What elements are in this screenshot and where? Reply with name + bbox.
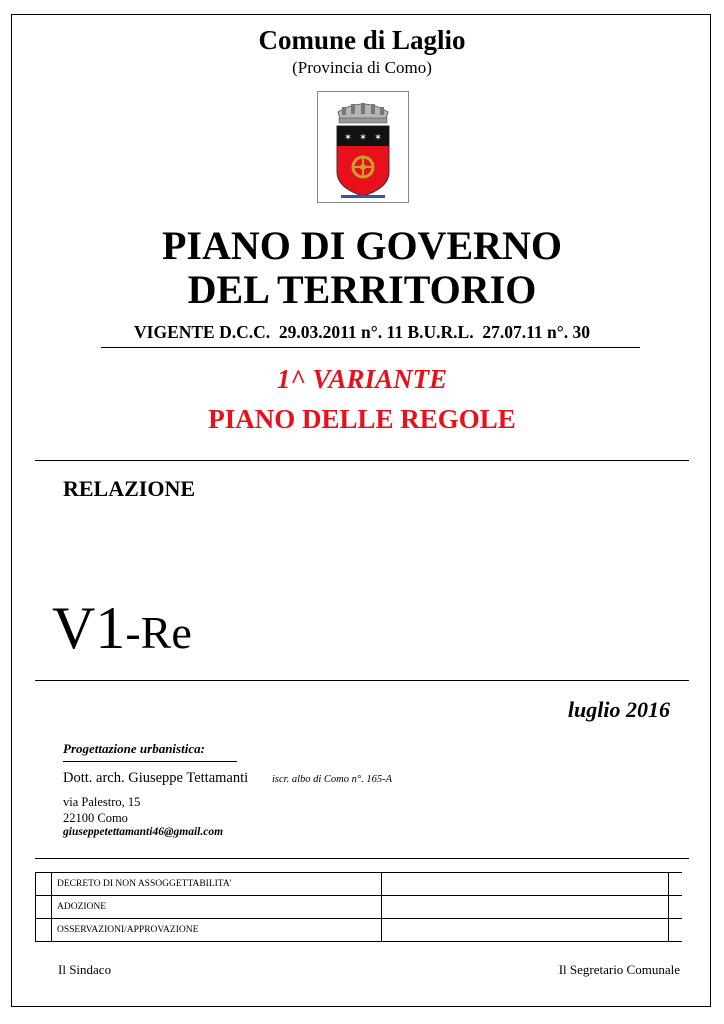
divider bbox=[101, 347, 640, 348]
divider bbox=[63, 761, 237, 762]
designer-heading: Progettazione urbanistica: bbox=[63, 741, 205, 756]
svg-text:✶: ✶ bbox=[374, 133, 382, 143]
plan-section-label: PIANO DELLE REGOLE bbox=[208, 404, 516, 434]
table-row bbox=[36, 919, 683, 942]
coat-of-arms-icon bbox=[317, 91, 409, 203]
divider bbox=[35, 680, 689, 681]
approval-table bbox=[35, 872, 682, 942]
designer-city: 22100 Como bbox=[63, 811, 128, 825]
document-title-line2: DEL TERRITORIO bbox=[187, 267, 537, 312]
designer-registration: iscr. albo di Como n°. 165-A bbox=[272, 774, 392, 785]
variant-label: 1^ VARIANTE bbox=[276, 364, 448, 394]
approval-step-label: OSSERVAZIONI/APPROVAZIONE bbox=[51, 919, 381, 942]
divider bbox=[35, 858, 689, 859]
document-code-main: V1 bbox=[52, 595, 126, 661]
document-code bbox=[52, 595, 192, 661]
table-row bbox=[36, 873, 683, 896]
designer-name: Dott. arch. Giuseppe Tettamanti bbox=[63, 770, 249, 786]
approval-step-value bbox=[381, 873, 668, 896]
divider bbox=[35, 460, 689, 461]
wheel-icon bbox=[353, 157, 373, 177]
document-code-suffix: -Re bbox=[125, 607, 192, 658]
approval-step-value bbox=[381, 896, 668, 919]
mayor-signature-label: Il Sindaco bbox=[58, 962, 112, 977]
approval-step-label: ADOZIONE bbox=[51, 896, 381, 919]
municipality-name: Comune di Laglio bbox=[258, 25, 466, 55]
table-row bbox=[36, 896, 683, 919]
province-name: (Provincia di Como) bbox=[292, 58, 432, 77]
approval-step-label: DECRETO DI NON ASSOGGETTABILITA' bbox=[51, 873, 381, 896]
approval-step-value bbox=[381, 919, 668, 942]
document-date: luglio 2016 bbox=[567, 697, 670, 722]
svg-text:✶: ✶ bbox=[344, 133, 352, 143]
crown-icon bbox=[338, 103, 388, 123]
vigente-reference: VIGENTE D.C.C. 29.03.2011 n°. 11 B.U.R.L. 27.07.11 n°. 30 bbox=[134, 322, 590, 342]
section-title: RELAZIONE bbox=[63, 476, 196, 501]
designer-street: via Palestro, 15 bbox=[63, 795, 141, 809]
secretary-signature-label: Il Segretario Comunale bbox=[558, 962, 680, 977]
document-title-line1: PIANO DI GOVERNO bbox=[161, 223, 563, 268]
designer-email: giuseppetettamanti46@gmail.com bbox=[63, 826, 224, 838]
svg-text:✶: ✶ bbox=[359, 133, 367, 143]
